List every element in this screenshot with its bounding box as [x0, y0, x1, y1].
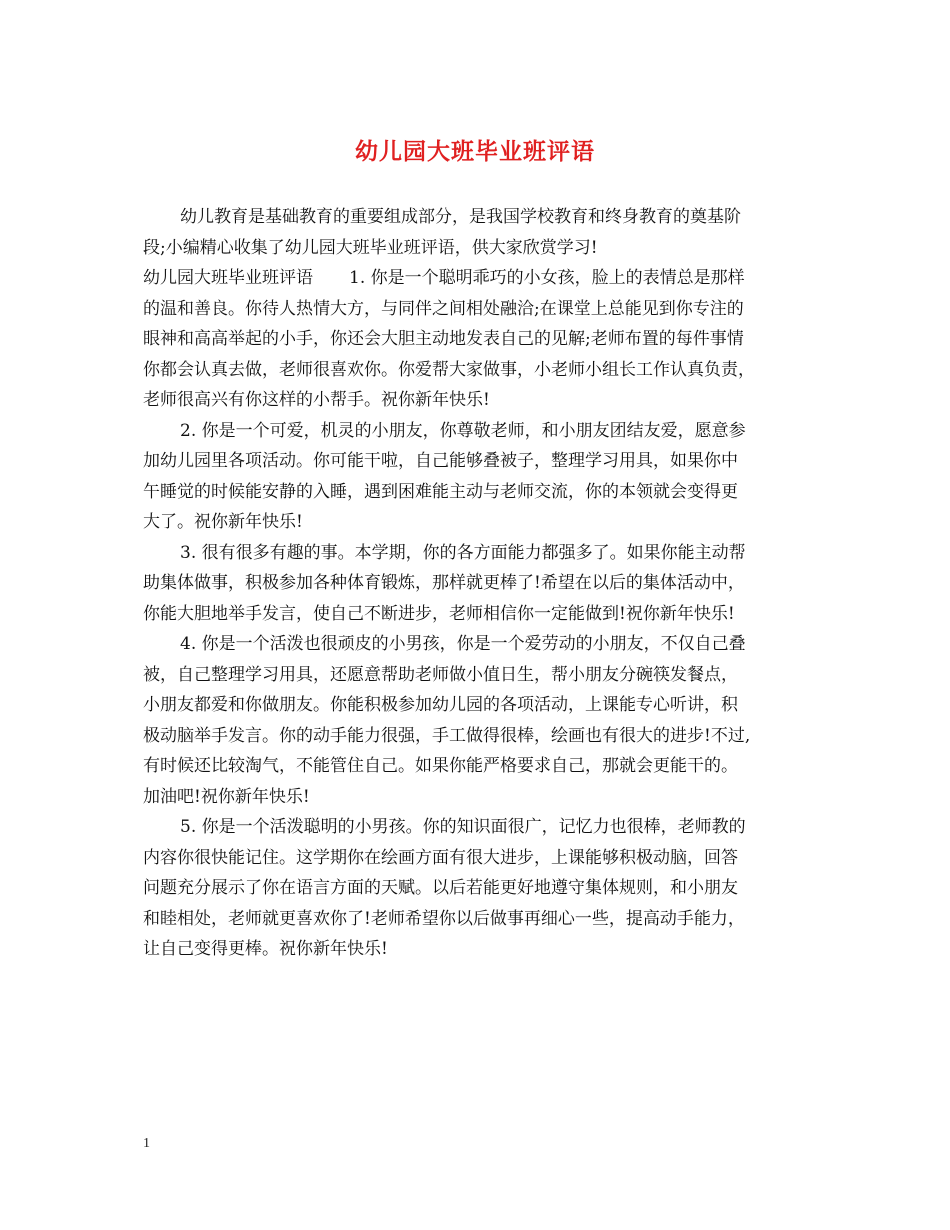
text-line: 有时候还比较淘气，不能管住自己。如果你能严格要求自己，那就会更能干的。 — [143, 756, 738, 776]
text-line: 你能大胆地举手发言，使自己不断进步，老师相信你一定能做到!祝你新年快乐! — [143, 603, 735, 624]
text-line: 被，自己整理学习用具，还愿意帮助老师做小值日生，帮小朋友分碗筷发餐点， — [143, 664, 738, 685]
text-line: 的温和善良。你待人热情大方，与同伴之间相处融洽;在课堂上总能见到你专注的 — [143, 298, 744, 319]
text-line: 让自己变得更棒。祝你新年快乐! — [143, 939, 388, 959]
section-heading: 幼儿园大班毕业班评语 — [143, 268, 313, 288]
text-line — [143, 263, 823, 294]
document-title: 幼儿园大班毕业班评语 — [355, 138, 595, 165]
text-line: 问题充分展示了你在语言方面的天赋。以后若能更好地遵守集体规则，和小朋友 — [143, 878, 738, 898]
page-number: 1 — [143, 1136, 150, 1151]
text-line: 极动脑举手发言。你的动手能力很强，手工做得很棒，绘画也有很大的进步!不过, — [143, 725, 751, 746]
text-line-inline: 1. 你是一个聪明乖巧的小女孩，脸上的表情总是那样 — [349, 268, 745, 288]
text-line: 助集体做事，积极参加各种体育锻炼，那样就更棒了!希望在以后的集体活动中， — [143, 573, 745, 593]
text-line: 内容你很快能记住。这学期你在绘画方面有很大进步，上课能够积极动脑，回答 — [143, 847, 738, 868]
text-line: 5. 你是一个活泼聪明的小男孩。你的知识面很广，记忆力也很棒，老师教的 — [180, 817, 746, 837]
document-body — [143, 202, 823, 965]
text-line: 午睡觉的时候能安静的入睡，遇到困难能主动与老师交流，你的本领就会变得更 — [143, 481, 738, 502]
text-line: 4. 你是一个活泼也很顽皮的小男孩，你是一个爱劳动的小朋友，不仅自己叠 — [180, 634, 746, 654]
text-line: 加油吧!祝你新年快乐! — [143, 786, 310, 807]
text-line: 眼神和高高举起的小手，你还会大胆主动地发表自己的见解;老师布置的每件事情 — [143, 329, 744, 349]
text-line: 大了。祝你新年快乐! — [143, 512, 303, 532]
text-line: 3. 很有很多有趣的事。本学期，你的各方面能力都强多了。如果你能主动帮 — [180, 542, 746, 563]
text-line: 小朋友都爱和你做朋友。你能积极参加幼儿园的各项活动，上课能专心听讲，积 — [143, 695, 738, 715]
text-line: 幼儿教育是基础教育的重要组成部分，是我国学校教育和终身教育的奠基阶 — [180, 207, 741, 227]
text-line: 段;小编精心收集了幼儿园大班毕业班评语，供大家欣赏学习! — [143, 237, 598, 258]
text-line: 你都会认真去做，老师很喜欢你。你爱帮大家做事，小老师小组长工作认真负责， — [143, 359, 755, 380]
text-line: 老师很高兴有你这样的小帮手。祝你新年快乐! — [143, 390, 490, 410]
text-line: 和睦相处，老师就更喜欢你了!老师希望你以后做事再细心一些，提高动手能力， — [143, 908, 745, 929]
text-line: 加幼儿园里各项活动。你可能干啦，自己能够叠被子，整理学习用具，如果你中 — [143, 451, 738, 471]
text-line: 2. 你是一个可爱，机灵的小朋友，你尊敬老师，和小朋友团结友爱，愿意参 — [180, 420, 746, 441]
